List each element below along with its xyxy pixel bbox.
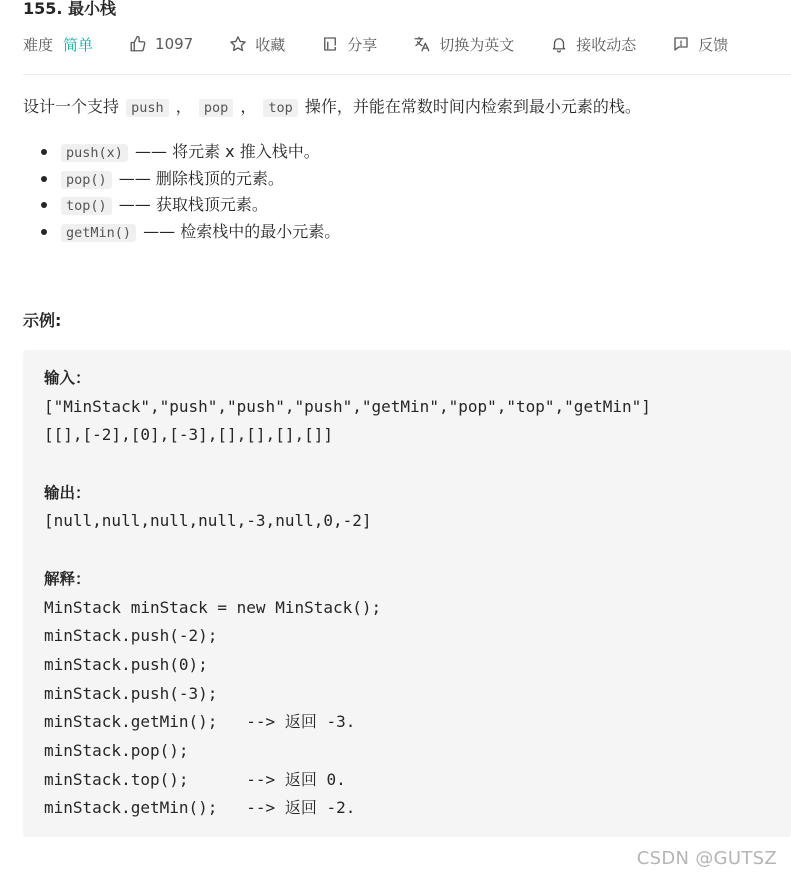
intro-separator: ， (240, 97, 257, 116)
subscribe-button[interactable] (550, 34, 636, 55)
blank-line (44, 536, 651, 565)
favorite-button[interactable] (229, 34, 285, 55)
code-line: minStack.push(-3); (44, 683, 218, 703)
intro-separator: ， (175, 97, 192, 116)
inline-code-push: push (126, 99, 169, 117)
watermark: CSDN @GUTSZ (636, 848, 777, 869)
header-divider (23, 74, 791, 75)
explain-label: 解释： (44, 569, 91, 588)
code-line: minStack.getMin(); --> 返回 -3. (44, 712, 356, 732)
code-line: minStack.push(0); (44, 654, 208, 674)
intro-suffix: 操作，并能在常数时间内检索到最小元素的栈。 (304, 97, 641, 116)
operation-list (59, 140, 340, 246)
list-item (59, 220, 340, 247)
favorite-label: 收藏 (255, 35, 286, 54)
example-code-block (23, 350, 791, 837)
blank-line (44, 450, 651, 479)
code-line: minStack.top(); --> 返回 0. (44, 769, 346, 789)
thumbs-up-icon (129, 35, 147, 53)
code-line: minStack.getMin(); --> 返回 -2. (44, 798, 356, 818)
feedback-icon (672, 35, 690, 53)
operation-text: —— 将元素 x 推入栈中。 (135, 142, 320, 161)
feedback-button[interactable] (672, 34, 728, 55)
input-line: ["MinStack","push","push","push","getMin","pop","top","getMin"] (44, 396, 651, 416)
inline-code-pop: pop (199, 99, 233, 117)
problem-title: 155. 最小栈 (23, 0, 117, 18)
share-button[interactable] (321, 34, 377, 55)
list-item (59, 167, 340, 194)
star-icon (229, 35, 247, 53)
difficulty-value: 简单 (63, 35, 94, 54)
like-button[interactable] (129, 35, 193, 53)
example-heading: 示例: (23, 311, 62, 330)
code-line: MinStack minStack = new MinStack(); (44, 597, 382, 617)
intro-prefix: 设计一个支持 (23, 97, 120, 116)
share-icon (321, 35, 339, 53)
bell-icon (550, 35, 568, 53)
code-line: minStack.pop(); (44, 740, 189, 760)
list-item (59, 140, 340, 167)
operation-text: —— 检索栈中的最小元素。 (143, 221, 341, 241)
operation-text: —— 获取栈顶元素。 (118, 195, 268, 214)
code-line: minStack.push(-2); (44, 626, 218, 646)
subscribe-label: 接收动态 (576, 35, 637, 54)
difficulty-label: 难度 (23, 35, 54, 54)
share-label: 分享 (347, 35, 378, 54)
input-label: 输入： (44, 369, 91, 387)
problem-meta-bar (23, 31, 764, 57)
operation-code: top() (61, 197, 112, 215)
operation-code: getMin() (61, 224, 136, 242)
inline-code-top: top (263, 99, 297, 117)
like-count: 1097 (155, 35, 194, 53)
output-label: 输出： (44, 483, 91, 502)
feedback-label: 反馈 (698, 35, 729, 54)
input-line: [[],[-2],[0],[-3],[],[],[],[]] (44, 425, 333, 445)
operation-code: push(x) (61, 144, 128, 162)
output-line: [null,null,null,null,-3,null,0,-2] (44, 511, 372, 531)
switch-language-button[interactable] (413, 34, 514, 55)
switch-language-label: 切换为英文 (439, 35, 515, 54)
difficulty (23, 34, 93, 55)
operation-code: pop() (61, 171, 112, 189)
translate-icon (413, 35, 431, 53)
operation-text: —— 删除栈顶的元素。 (118, 168, 284, 188)
problem-description (23, 95, 641, 120)
list-item (59, 193, 340, 220)
